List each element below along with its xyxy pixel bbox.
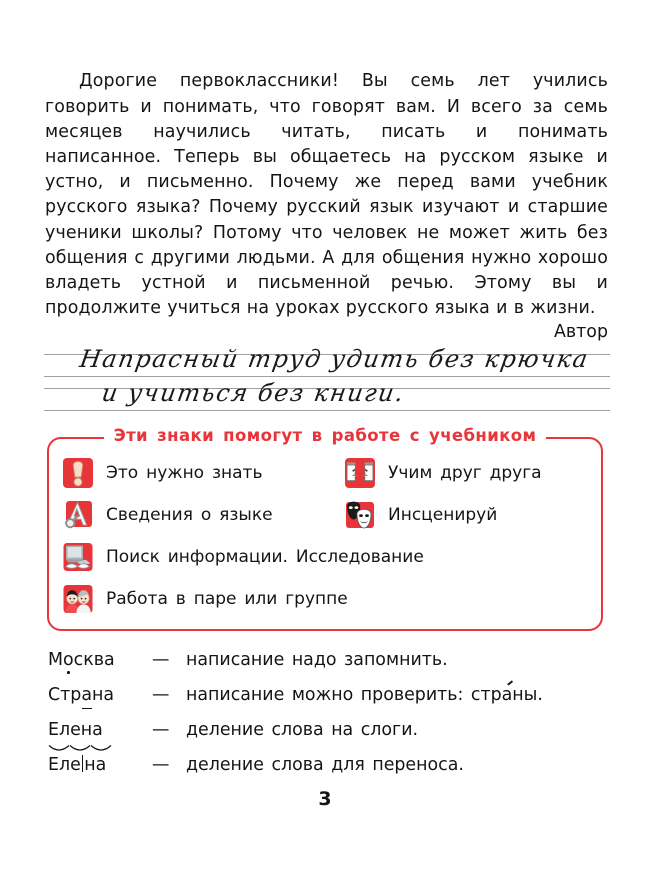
copybook-line: [44, 379, 610, 414]
legend-item-label: Сведения о языке: [106, 505, 273, 525]
unstressed-vowel-dot: о: [63, 650, 74, 670]
notation-dash: —: [152, 650, 170, 670]
legend-item-language-facts: [61, 498, 343, 532]
notation-term: Москва: [48, 650, 115, 670]
legend-item-label: Работа в паре или группе: [106, 589, 348, 609]
page-number: 3: [318, 788, 332, 810]
notation-row-elena-syllables: [48, 720, 608, 755]
intro-paragraph: [45, 69, 608, 321]
checkable-vowel-underline: а: [81, 685, 92, 705]
legend-item-label: Поиск информации. Исследование: [106, 547, 424, 567]
legend-item-label: Инсценируй: [388, 505, 498, 525]
hyphenation-bar: [82, 755, 83, 772]
copybook-text-line-1: Напрасный труд удить без крючка: [77, 345, 591, 373]
legend-item-label: Учим друг друга: [388, 463, 542, 483]
legend-item-information-search: [61, 540, 424, 574]
notation-dash: —: [152, 685, 170, 705]
legend-item-this-is-important: [61, 456, 343, 490]
two-faces-icon: [343, 456, 377, 490]
letter-a-magnifier-icon: [61, 498, 95, 532]
intro-body: Дорогие первоклассники! Вы семь лет учились говорить и понимать, что говорят вам. И всего за семь месяцев научились читать, писать и понимать написанное. Теперь вы общаетесь на русском языке и устно, и письменно. Почему же перед вами учебник русского языка? Почему русский язык изучают и старшие ученики школы? Потому что человек не может жить без общения с другими людьми. А для общения нужно хорошо владеть устной и письменной речью. Этому вы и продолжите учиться на уроках русского языка и в жизни.: [45, 71, 608, 319]
notation-row-strana: [48, 685, 608, 720]
notation-dash: —: [152, 720, 170, 740]
legend-box: [47, 426, 603, 631]
notation-definition: написание надо запомнить.: [186, 650, 448, 670]
copybook-text-line-2: и учиться без книги.: [99, 379, 407, 407]
notation-definition: деление слова для переноса.: [186, 755, 464, 775]
legend-title: Эти знаки помогут в работе с учебником: [104, 426, 547, 445]
legend-item-dramatize: [343, 498, 593, 532]
theater-masks-icon: [343, 498, 377, 532]
guide-rule-base: [44, 410, 610, 411]
computer-book-icon: [61, 540, 95, 574]
notation-term: Еле на: [48, 755, 107, 775]
notation-row-elena-hyphenation: [48, 755, 608, 790]
legend-row: [61, 540, 593, 582]
copybook-block: [44, 345, 610, 420]
legend-item-pair-or-group-work: [61, 582, 348, 616]
legend-item-label: Это нужно знать: [106, 463, 263, 483]
notation-key: [48, 650, 608, 790]
two-children-icon: [61, 582, 95, 616]
syllable-arcs-icon: [48, 740, 122, 750]
legend-grid: [61, 456, 593, 624]
notation-term: Елена: [48, 720, 152, 740]
legend-row: [61, 456, 593, 498]
byline: Автор: [554, 322, 608, 342]
notation-definition: деление слова на слоги.: [186, 720, 419, 740]
notation-term: Страна: [48, 685, 115, 705]
exclamation-mark-icon: [61, 456, 95, 490]
legend-row: [61, 498, 593, 540]
legend-item-teach-each-other: [343, 456, 593, 490]
legend-title-wrap: [49, 426, 601, 445]
notation-row-moscow: [48, 650, 608, 685]
stressed-vowel-mark: а: [501, 685, 513, 705]
notation-definition: написание можно проверить: страны.: [186, 685, 543, 705]
legend-row: [61, 582, 593, 624]
notation-dash: —: [152, 755, 170, 775]
